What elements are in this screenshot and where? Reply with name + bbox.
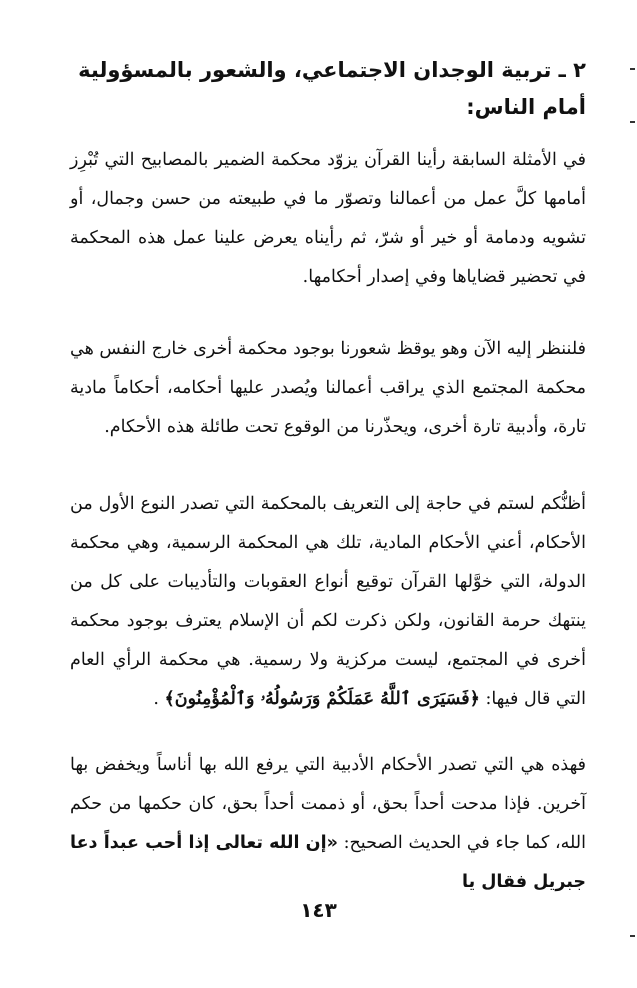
edge-mark [630, 68, 635, 70]
paragraph-4-text: فهذه هي التي تصدر الأحكام الأدبية التي يرفع الله بها أناساً ويخفض بها آخرين. فإذا مدحت أحداً بحق، أو ذممت أحداً بحق، كان حكمها من حكم الله، كما جاء في الحديث [70, 755, 586, 853]
paragraph-3-text: أظنُّكم لستم في حاجة إلى التعريف بالمحكمة التي تصدر النوع الأول من الأحكام، أعني الأحكام المادية، تلك هي المحكمة الرسمية، وهي محكمة الدولة، التي خوَّلها القرآن توقيع أنواع العقوبات والتأديبات على كل من ينتهك حرمة القانون، ولكن ذكرت لكم أن الإسلام يعترف بوجود محكمة أخرى في المجتمع، ليست مركزية ولا رسمية. هي محكمة الرأي العام التي قال فيها: [70, 494, 586, 709]
hadith-quote: «إن الله تعالى إذا أحب عبداً دعا جبريل فقال يا [70, 833, 586, 892]
paragraph-3-end: . [153, 689, 159, 709]
edge-mark [630, 121, 635, 123]
section-heading: ٢ ـ تربية الوجدان الاجتماعي، والشعور بالمسؤولية أمام الناس: [78, 58, 586, 119]
paragraph-4 [70, 746, 586, 902]
page-number: ١٤٣ [300, 898, 337, 922]
paragraph-3 [70, 485, 586, 719]
edge-mark [630, 935, 635, 937]
paragraph-2: فلننظر إليه الآن وهو يوقظ شعورنا بوجود محكمة أخرى خارج النفس هي محكمة المجتمع الذي يراقب أعمالنا ويُصدر عليها أحكامه، أحكاماً مادية تارة، وأدبية تارة أخرى، ويحذّرنا من الوقوع تحت طائلة هذه الأحكام. [70, 339, 586, 437]
paragraph-1: في الأمثلة السابقة رأينا القرآن يزوّد محكمة الضمير بالمصابيح التي تُبْرِز أمامها كلَّ عمل من أعمالنا وتصوّر ما في طبيعته من حسن وجمال، أو تشويه ودمامة أو خير أو شرّ، ثم رأيناه يعرض علينا عمل هذه المحكمة في تحضير قضاياها وفي إصدار أحكامها. [70, 150, 586, 287]
paragraph-4-lead: الصحيح: [343, 833, 403, 853]
quran-verse: ﴿فَسَيَرَى ٱللَّهُ عَمَلَكُمْ وَرَسُولُهُۥ وَٱلْمُؤْمِنُونَ﴾ [164, 689, 480, 709]
